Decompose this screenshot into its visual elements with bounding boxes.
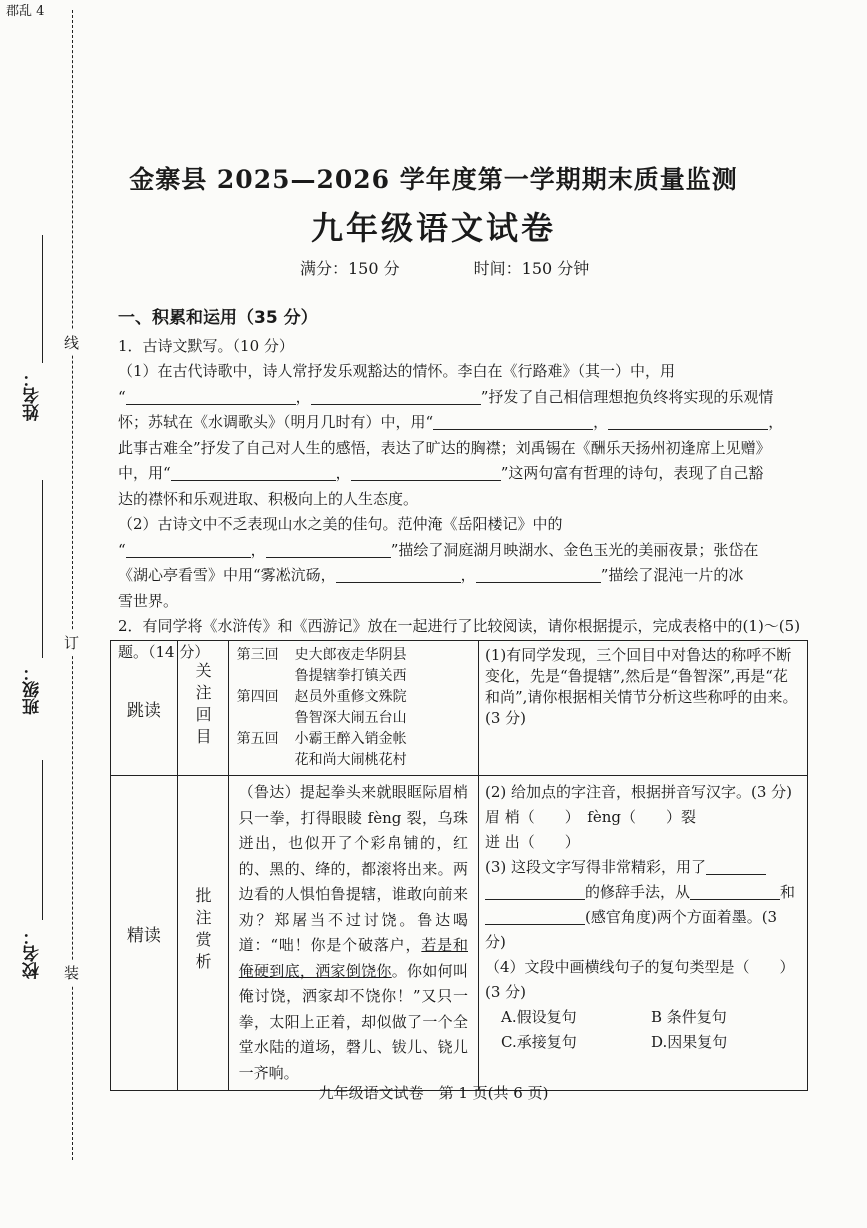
chapter-title: 花和尚大闹桃花村 <box>294 752 407 768</box>
question-cell-2 <box>479 776 808 1091</box>
answer-blank[interactable] <box>336 566 461 583</box>
option-d[interactable]: D.因果复句 <box>651 1033 728 1051</box>
class-field[interactable] <box>42 480 43 658</box>
binding-word-bind: 装 <box>64 960 79 985</box>
question-1-part-1 <box>118 359 804 512</box>
passage-text: 。你如何叫俺讨饶，洒家却不饶你！”又只一拳，太阳上正着，却似做了一个全堂水陆的道场，磬儿、钹儿、铙儿一齐响。 <box>238 961 468 1082</box>
q1p1-text: 此事古难全”抒发了自己对人生的感悟，表达了旷达的胸襟；刘禹锡在《酬乐天扬州初逢席上见赠》 <box>118 438 771 457</box>
q3-text: 和 <box>780 883 796 901</box>
q1p2-text: ， <box>460 566 476 584</box>
answer-blank[interactable] <box>706 858 766 875</box>
q1p1-text: 怀；苏轼在《水调歌头》（明月几时有）中，用“ <box>118 413 434 431</box>
answer-blank[interactable] <box>608 413 768 430</box>
option-a[interactable]: A.假设复句 <box>501 1008 577 1026</box>
q1p2-text: “ <box>118 540 126 559</box>
reading-passage <box>228 776 478 1091</box>
section-heading: 一、积累和运用（35 分） <box>118 308 318 328</box>
question-2: (2) 给加点的字注音，根据拼音写汉字。(3 分) <box>485 783 793 801</box>
chapter-row <box>237 645 470 666</box>
school-label: 校名： <box>23 928 43 979</box>
question-2-blanks: 眉 梢（ ） fèng（ ）裂 <box>485 808 696 826</box>
answer-blank[interactable] <box>485 908 585 925</box>
passage-text: （鲁达）提起拳头来就眼眶际眉梢只一拳，打得眼睖 fèng 裂，乌珠迸出，也似开了个彩帛铺的，红的、黑的、绛的，都滚将出来。两边看的人惧怕鲁提辖，谁敢向前来劝？郑屠当不过讨饶。鲁达喝道：“咄！你是个破落户， <box>238 783 468 954</box>
underlined-sentence: 若是和俺硬到底，洒家倒饶你 <box>238 936 468 980</box>
q2-title-text: 题。（14 分） <box>118 642 210 661</box>
q1p2-text: ”描绘了洞庭湖月映湖水、金色玉光的美丽夜景；张岱在 <box>390 540 759 559</box>
q3-text: (感官角度)两个方面着墨。(3 分) <box>485 908 778 951</box>
chapter-title: 史大郎夜走华阴县 <box>294 647 407 663</box>
focus-label: 关注回目 <box>193 662 213 750</box>
question-4: （4）文段中画横线句子的复句类型是（ ）(3 分) <box>485 958 795 1001</box>
chapter-label: 第五回 <box>236 731 279 747</box>
answer-blank[interactable] <box>171 464 336 481</box>
focus-cell <box>177 641 228 776</box>
name-label: 姓名： <box>23 370 43 421</box>
chapter-list <box>228 641 478 776</box>
chapter-title: 鲁智深大闹五台山 <box>294 710 407 726</box>
q1p2-text: 《湖心亭看雪》中用“雾凇沆砀， <box>118 566 336 584</box>
chapter-row <box>237 729 470 750</box>
corner-text: 郡乱 4 <box>6 4 45 19</box>
q1p1-text: ， <box>768 413 784 431</box>
table-row <box>111 776 808 1091</box>
table-row <box>111 641 808 776</box>
answer-blank[interactable] <box>126 541 251 558</box>
q2-title-text: 2．有同学将《水浒传》和《西游记》放在一起进行了比较阅读，请你根据提示，完成表格中的(1)～(5) <box>118 617 801 635</box>
exam-meta <box>300 256 640 279</box>
reading-table <box>110 640 808 1091</box>
chapter-row <box>237 687 470 708</box>
answer-blank[interactable] <box>266 541 391 558</box>
option-b[interactable]: B 条件复句 <box>651 1008 727 1026</box>
school-field[interactable] <box>42 760 43 920</box>
answer-blank[interactable] <box>690 883 780 900</box>
q1p2-text: （2）古诗文中不乏表现山水之美的佳句。范仲淹《岳阳楼记》中的 <box>118 515 563 533</box>
chapter-title: 赵员外重修文殊院 <box>294 689 407 705</box>
page-footer: 九年级语文试卷 第 1 页(共 6 页) <box>318 1084 549 1102</box>
chapter-row <box>237 708 470 729</box>
question-3 <box>485 855 801 955</box>
answer-blank[interactable] <box>311 388 481 405</box>
binding-word-line: 线 <box>64 330 79 355</box>
q1p1-text: （1）在古代诗歌中，诗人常抒发乐观豁达的情怀。李白在《行路难》（其一）中，用 <box>118 362 676 380</box>
chapter-label: 第三回 <box>236 647 279 663</box>
answer-blank[interactable] <box>433 413 593 430</box>
q1p1-text: 达的襟怀和乐观进取、积极向上的人生态度。 <box>118 489 419 508</box>
option-c[interactable]: C.承接复句 <box>501 1033 577 1051</box>
options <box>501 1005 801 1055</box>
q1p2-text: ， <box>250 540 266 559</box>
exam-title: 金寨县 2025—2026 学年度第一学期期末质量监测 <box>129 165 738 194</box>
q1p1-text: ， <box>295 387 311 406</box>
q1p2-text: 雪世界。 <box>118 591 179 610</box>
focus-label: 批注赏析 <box>193 887 213 975</box>
answer-blank[interactable] <box>351 464 501 481</box>
answer-blank[interactable] <box>485 883 585 900</box>
q3-text: (3) 这段文字写得非常精彩，用了 <box>485 858 707 876</box>
q1p1-text: ”抒发了自己相信理想抱负终将实现的乐观情 <box>480 387 774 406</box>
chapter-row <box>237 750 470 771</box>
full-score: 满分：150 分 <box>300 259 400 278</box>
exam-subtitle: 九年级语文试卷 <box>310 209 556 247</box>
class-label: 班级： <box>23 664 43 715</box>
q1p1-text: ， <box>593 413 609 431</box>
chapter-label: 第四回 <box>236 689 279 705</box>
question-cell-1: (1)有同学发现，三个回目中对鲁达的称呼不断变化，先是“鲁提辖”,然后是“鲁智深”,再是“花和尚”,请你根据相关情节分析这些称呼的由来。(3 分) <box>479 641 808 776</box>
row-category-close-read: 精读 <box>111 776 178 1091</box>
q1p1-text: ”这两句富有哲理的诗句，表现了自己豁 <box>500 464 764 482</box>
q1p1-text: 中，用“ <box>118 464 171 482</box>
chapter-title: 鲁提辖拳打镇关西 <box>294 668 407 684</box>
row-category-skim: 跳读 <box>111 641 178 776</box>
question-1-title: 1．古诗文默写。（10 分） <box>118 336 294 355</box>
q1p2-text: ”描绘了混沌一片的冰 <box>600 566 744 584</box>
binding-word-order: 订 <box>64 630 79 655</box>
name-field[interactable] <box>42 235 43 363</box>
chapter-title: 小霸王醉入销金帐 <box>294 731 407 747</box>
question-2-blanks: 迸 出（ ） <box>485 833 580 851</box>
answer-blank[interactable] <box>126 388 296 405</box>
answer-blank[interactable] <box>476 566 601 583</box>
focus-cell <box>177 776 228 1091</box>
exam-time: 时间：150 分钟 <box>473 259 590 278</box>
q3-text: 的修辞手法，从 <box>585 883 691 901</box>
section-1 <box>118 306 804 665</box>
question-1-part-2 <box>118 512 804 614</box>
q1p1-text: ， <box>335 464 351 482</box>
q1p1-text: “ <box>118 387 126 406</box>
chapter-row <box>237 666 470 687</box>
